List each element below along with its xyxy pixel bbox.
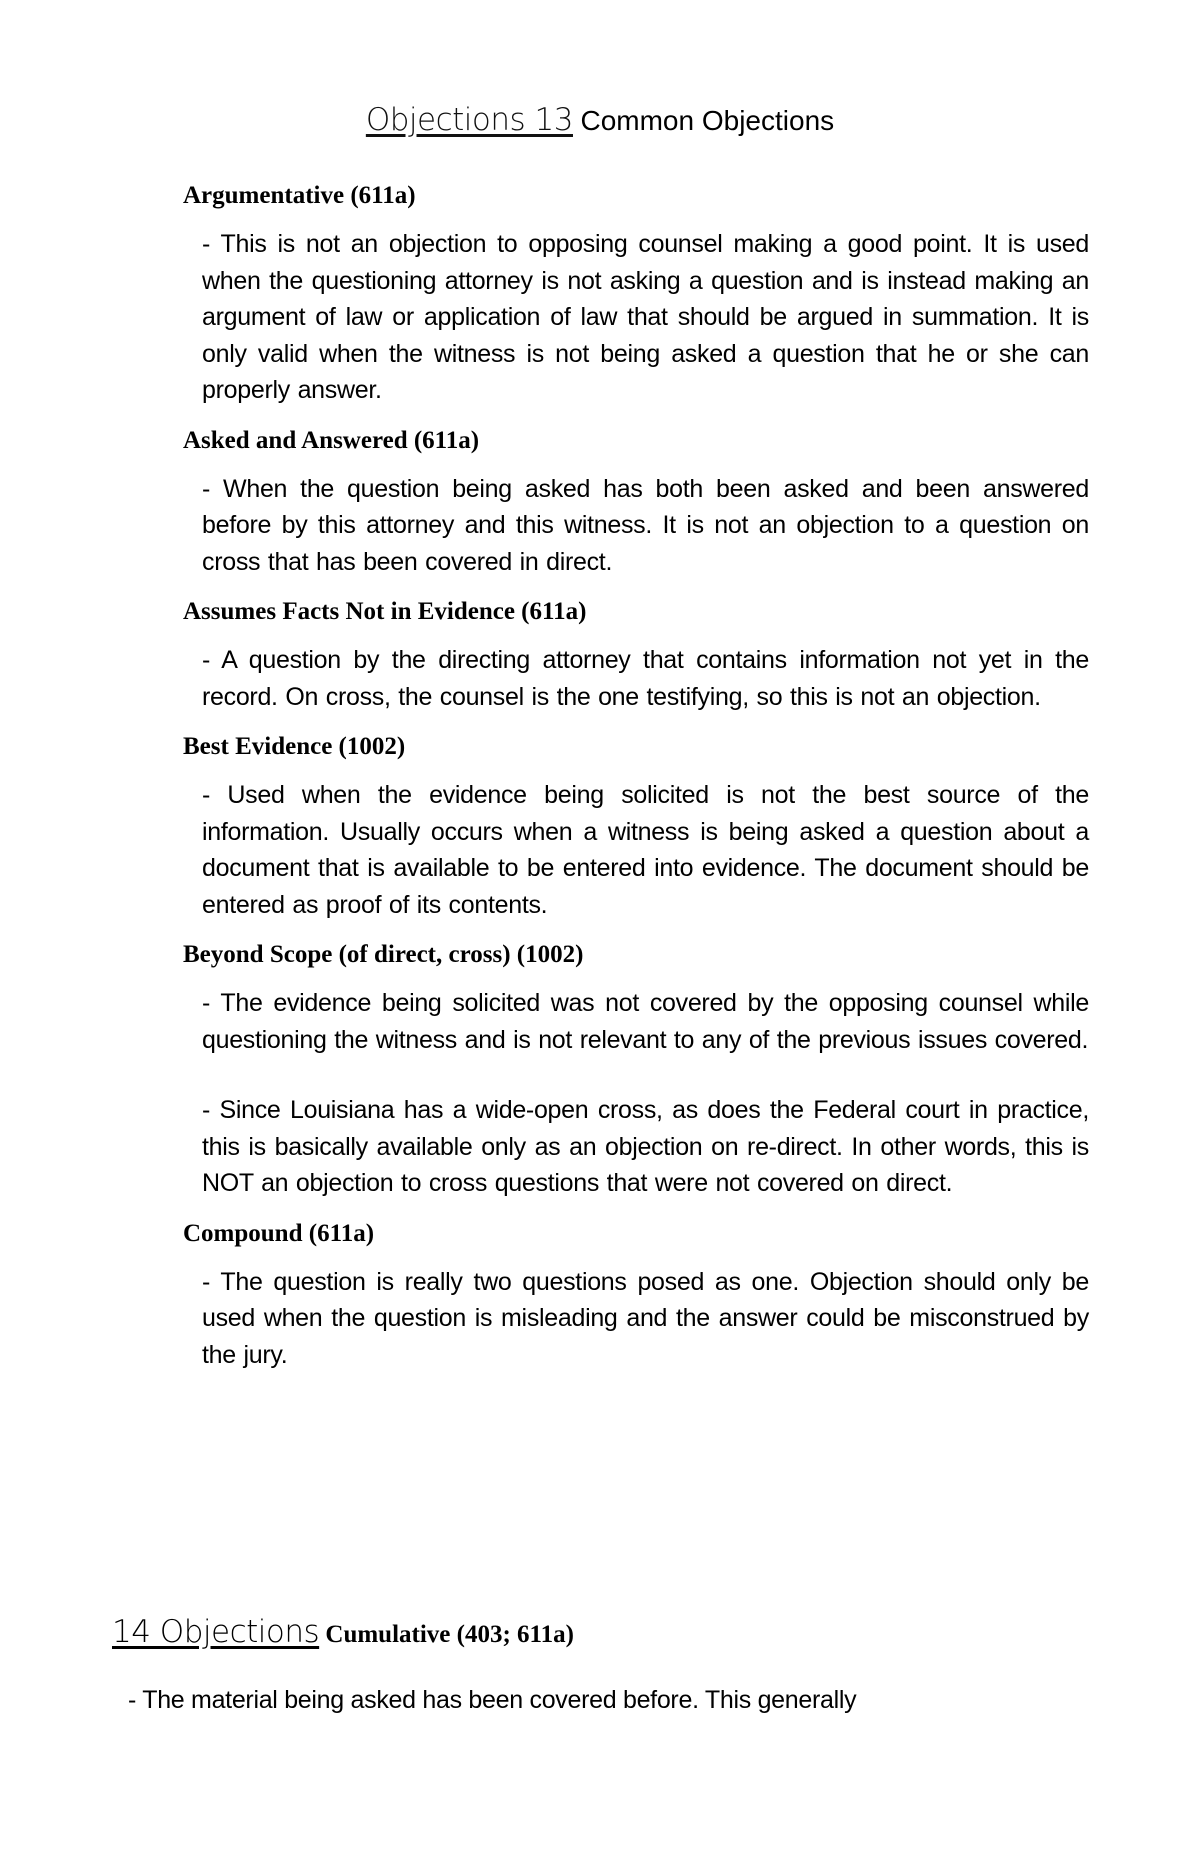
chapter-label: Objections 13 — [365, 102, 573, 138]
paragraph-spacer — [183, 1072, 1089, 1092]
section-paragraph: - Since Louisiana has a wide-open cross, as does the Federal court in practice, this is basically available only as an objection on re-direct. In other words, this is NOT an objection to cross questions that were not covered on direct. — [202, 1096, 1089, 1197]
section-heading: Asked and Answered (611a) — [183, 426, 480, 454]
section-heading: Best Evidence (1002) — [183, 733, 406, 760]
section-heading: Beyond Scope (of direct, cross) (1002) — [183, 941, 584, 968]
section-argumentative — [183, 178, 1089, 409]
page-header — [0, 100, 1200, 141]
document-body — [183, 178, 1089, 1387]
footer-chapter-label: 14 Objections — [112, 1614, 320, 1650]
page-title: Common Objections — [580, 105, 835, 136]
section-paragraph: - The question is really two questions posed as one. Objection should only be used when the question is misleading and the answer could be misconstrued by the jury. — [202, 1267, 1089, 1369]
section-heading: Argumentative (611a) — [183, 182, 416, 209]
section-paragraph: - A question by the directing attorney that contains information not yet in the record. On cross, the counsel is the one testifying, so this is not an objection. — [202, 646, 1089, 711]
section-paragraph: - The evidence being solicited was not covered by the opposing counsel while questioning the witness and is not relevant to any of the previous issues covered. — [202, 989, 1089, 1054]
section-heading: Assumes Facts Not in Evidence (611a) — [183, 598, 587, 625]
next-page-header — [112, 1612, 1112, 1655]
section-paragraph: - The material being asked has been covered before. This generally — [128, 1686, 857, 1714]
section-paragraph: - Used when the evidence being solicited is not the best source of the information. Usually occurs when a witness is being asked a question about a document that is available to be entered into evidence. The document should be entered as proof of its contents. — [202, 781, 1089, 919]
section-best-evidence — [183, 729, 1089, 923]
section-heading: Compound (611a) — [183, 1219, 375, 1247]
section-paragraph: - This is not an objection to opposing counsel making a good point. It is used when the questioning attorney is not asking a question and is instead making an argument of law or application of law that should be argued in summation. It is only valid when the witness is not being asked a question that he or she can properly answer. — [202, 230, 1089, 404]
section-assumes-facts — [183, 594, 1089, 715]
section-compound — [183, 1216, 1089, 1374]
section-asked-and-answered — [183, 423, 1089, 581]
section-paragraph: - When the question being asked has both been asked and been answered before by this attorney and this witness. It is not an objection to a question on cross that has been covered in direct. — [202, 474, 1089, 576]
section-heading: Cumulative (403; 611a) — [325, 1621, 574, 1648]
section-beyond-scope — [183, 937, 1089, 1202]
